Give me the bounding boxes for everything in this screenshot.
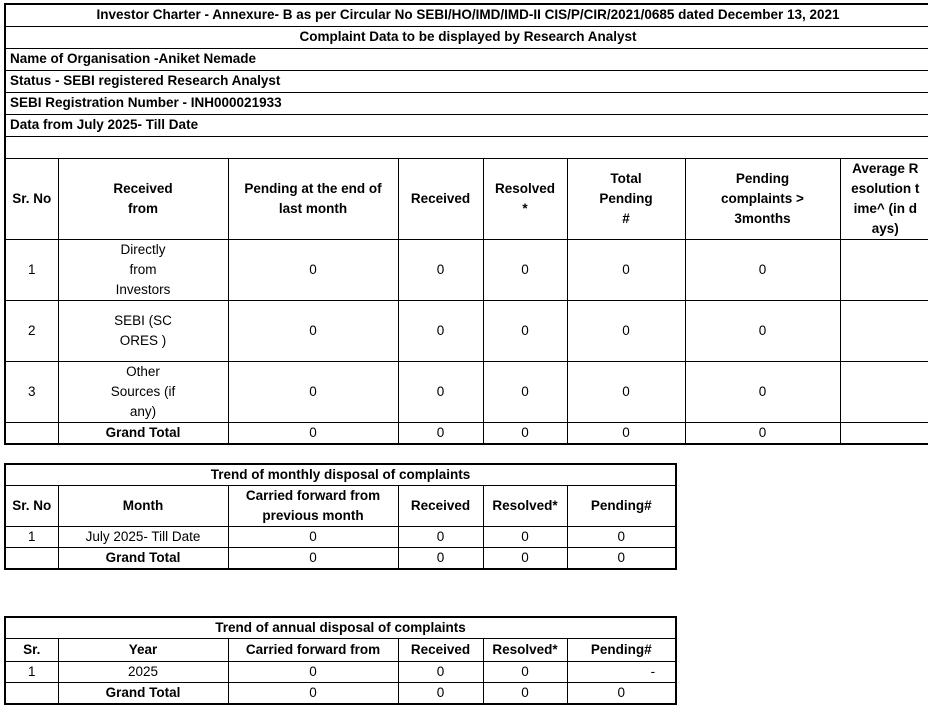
row-pending-last: 0 [228,300,398,361]
annual-row-received: 0 [398,662,483,683]
total-pending-last: 0 [228,422,398,444]
monthly-total-sr-blank [5,548,58,570]
row-average [840,361,928,422]
table-row [5,239,928,300]
row-sr: 1 [5,239,58,300]
annual-header-pending: Pending# [567,639,676,662]
total-sr-blank [5,422,58,444]
annual-total-sr-blank [5,683,58,705]
total-pending-3-months: 0 [685,422,840,444]
grand-total-row [5,548,676,570]
investor-charter-table [4,3,928,445]
row-total-pending: 0 [567,300,685,361]
monthly-header-carried-forward: Carried forward from previous month [228,486,398,527]
table-row [5,361,928,422]
header-received-from: Received from [58,158,228,239]
monthly-row-sr: 1 [5,527,58,548]
row-total-pending: 0 [567,239,685,300]
header-received: Received [398,158,483,239]
header-average-resolution: Average Resolution time^ (in days) [840,158,928,239]
blank-row [5,136,928,158]
monthly-disposal-table [4,463,677,570]
monthly-header-received: Received [398,486,483,527]
row-source: Other Sources (if any) [58,361,228,422]
monthly-row-received: 0 [398,527,483,548]
row-pending-last: 0 [228,361,398,422]
monthly-total-pending: 0 [567,548,676,570]
grand-total-label: Grand Total [58,422,228,444]
header-pending-3-months: Pending complaints > 3months [685,158,840,239]
monthly-total-received: 0 [398,548,483,570]
row-resolved: 0 [483,239,567,300]
annual-disposal-table [4,616,677,705]
row-received: 0 [398,361,483,422]
monthly-title: Trend of monthly disposal of complaints [5,464,676,486]
header-total-pending: Total Pending # [567,158,685,239]
annual-total-carried-forward: 0 [228,683,398,705]
data-period: Data from July 2025- Till Date [5,114,928,136]
monthly-total-resolved: 0 [483,548,567,570]
monthly-header-month: Month [58,486,228,527]
row-average [840,239,928,300]
header-resolved: Resolved * [483,158,567,239]
row-resolved: 0 [483,300,567,361]
table-row [5,527,676,548]
table-row [5,300,928,361]
row-sr: 2 [5,300,58,361]
charter-subtitle: Complaint Data to be displayed by Research Analyst [5,26,928,48]
monthly-header-pending: Pending# [567,486,676,527]
annual-total-pending: 0 [567,683,676,705]
grand-total-row [5,422,928,444]
organisation-name: Name of Organisation -Aniket Nemade [5,48,928,70]
monthly-grand-total-label: Grand Total [58,548,228,570]
row-total-pending: 0 [567,361,685,422]
annual-header-year: Year [58,639,228,662]
row-source: SEBI (SCORES ) [58,300,228,361]
annual-header-received: Received [398,639,483,662]
row-average [840,300,928,361]
row-resolved: 0 [483,361,567,422]
annual-header-resolved: Resolved* [483,639,567,662]
registration-number: SEBI Registration Number - INH000021933 [5,92,928,114]
monthly-row-month: July 2025- Till Date [58,527,228,548]
annual-row-year: 2025 [58,662,228,683]
annual-grand-total-label: Grand Total [58,683,228,705]
table-row [5,662,676,683]
monthly-header-sr: Sr. No [5,486,58,527]
grand-total-row [5,683,676,705]
annual-total-resolved: 0 [483,683,567,705]
monthly-header-resolved: Resolved* [483,486,567,527]
annual-total-received: 0 [398,683,483,705]
annual-row-carried-forward: 0 [228,662,398,683]
annual-row-resolved: 0 [483,662,567,683]
total-resolved: 0 [483,422,567,444]
annual-row-sr: 1 [5,662,58,683]
charter-title: Investor Charter - Annexure- B as per Circular No SEBI/HO/IMD/IMD-II CIS/P/CIR/2021/0685 dated December 13, 2021 [5,4,928,26]
row-received: 0 [398,300,483,361]
annual-title: Trend of annual disposal of complaints [5,617,676,639]
row-pending-3-months: 0 [685,300,840,361]
total-received: 0 [398,422,483,444]
row-received: 0 [398,239,483,300]
analyst-status: Status - SEBI registered Research Analyst [5,70,928,92]
row-pending-3-months: 0 [685,239,840,300]
annual-header-sr: Sr. [5,639,58,662]
annual-header-carried-forward: Carried forward from [228,639,398,662]
header-sr-no: Sr. No [5,158,58,239]
monthly-total-carried-forward: 0 [228,548,398,570]
total-total-pending: 0 [567,422,685,444]
monthly-row-carried-forward: 0 [228,527,398,548]
annual-row-pending: - [567,662,676,683]
row-pending-last: 0 [228,239,398,300]
total-average-blank [840,422,928,444]
row-pending-3-months: 0 [685,361,840,422]
monthly-row-pending: 0 [567,527,676,548]
header-pending-last-month: Pending at the end of last month [228,158,398,239]
monthly-row-resolved: 0 [483,527,567,548]
row-sr: 3 [5,361,58,422]
row-source: Directly from Investors [58,239,228,300]
